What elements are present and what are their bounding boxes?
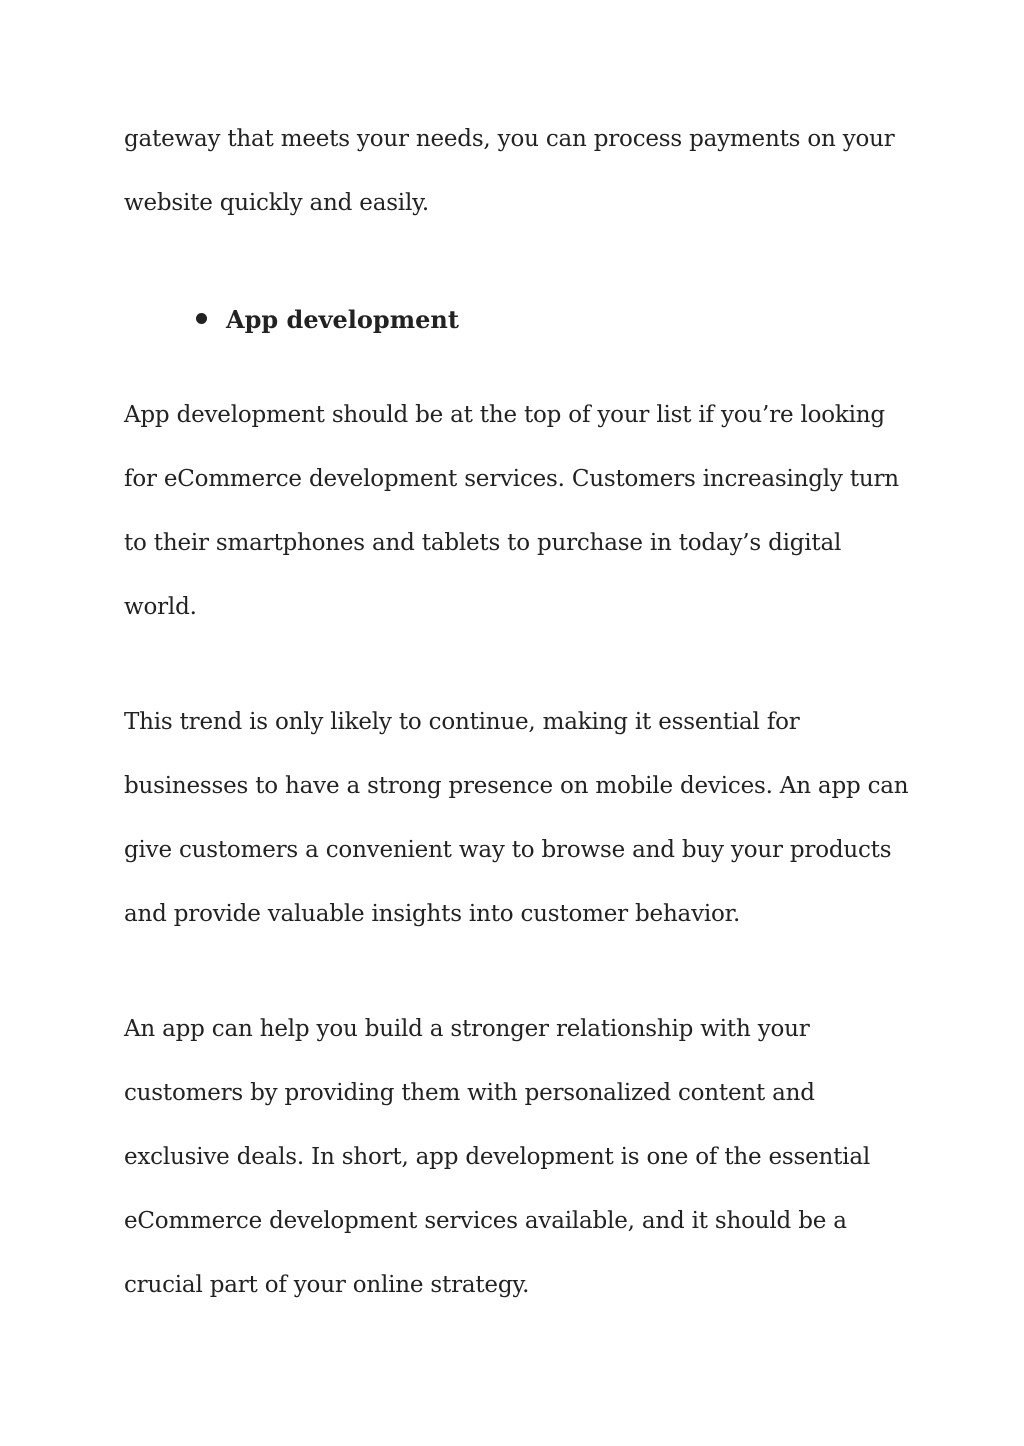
paragraph-line: give customers a convenient way to browse and buy your products [124,837,892,863]
paragraph-line: App development should be at the top of your list if you’re looking [124,402,885,428]
paragraph-line: eCommerce development services available, and it should be a [124,1208,847,1234]
paragraph-line: crucial part of your online strategy. [124,1272,530,1298]
paragraph-line: customers by providing them with personalized content and [124,1080,815,1106]
bullet-heading: App development [226,305,459,334]
paragraph-line: world. [124,594,197,620]
paragraph-line: An app can help you build a stronger relationship with your [124,1016,810,1042]
paragraph-line: This trend is only likely to continue, making it essential for [124,709,800,735]
paragraph-line: exclusive deals. In short, app development is one of the essential [124,1144,871,1170]
paragraph-line: and provide valuable insights into customer behavior. [124,901,741,927]
paragraph-line: website quickly and easily. [124,190,429,216]
paragraph-line: gateway that meets your needs, you can process payments on your [124,126,895,152]
bullet-dot-icon [196,313,207,324]
paragraph-line: for eCommerce development services. Customers increasingly turn [124,466,899,492]
paragraph-line: businesses to have a strong presence on mobile devices. An app can [124,773,909,799]
paragraph-line: to their smartphones and tablets to purchase in today’s digital [124,530,842,556]
